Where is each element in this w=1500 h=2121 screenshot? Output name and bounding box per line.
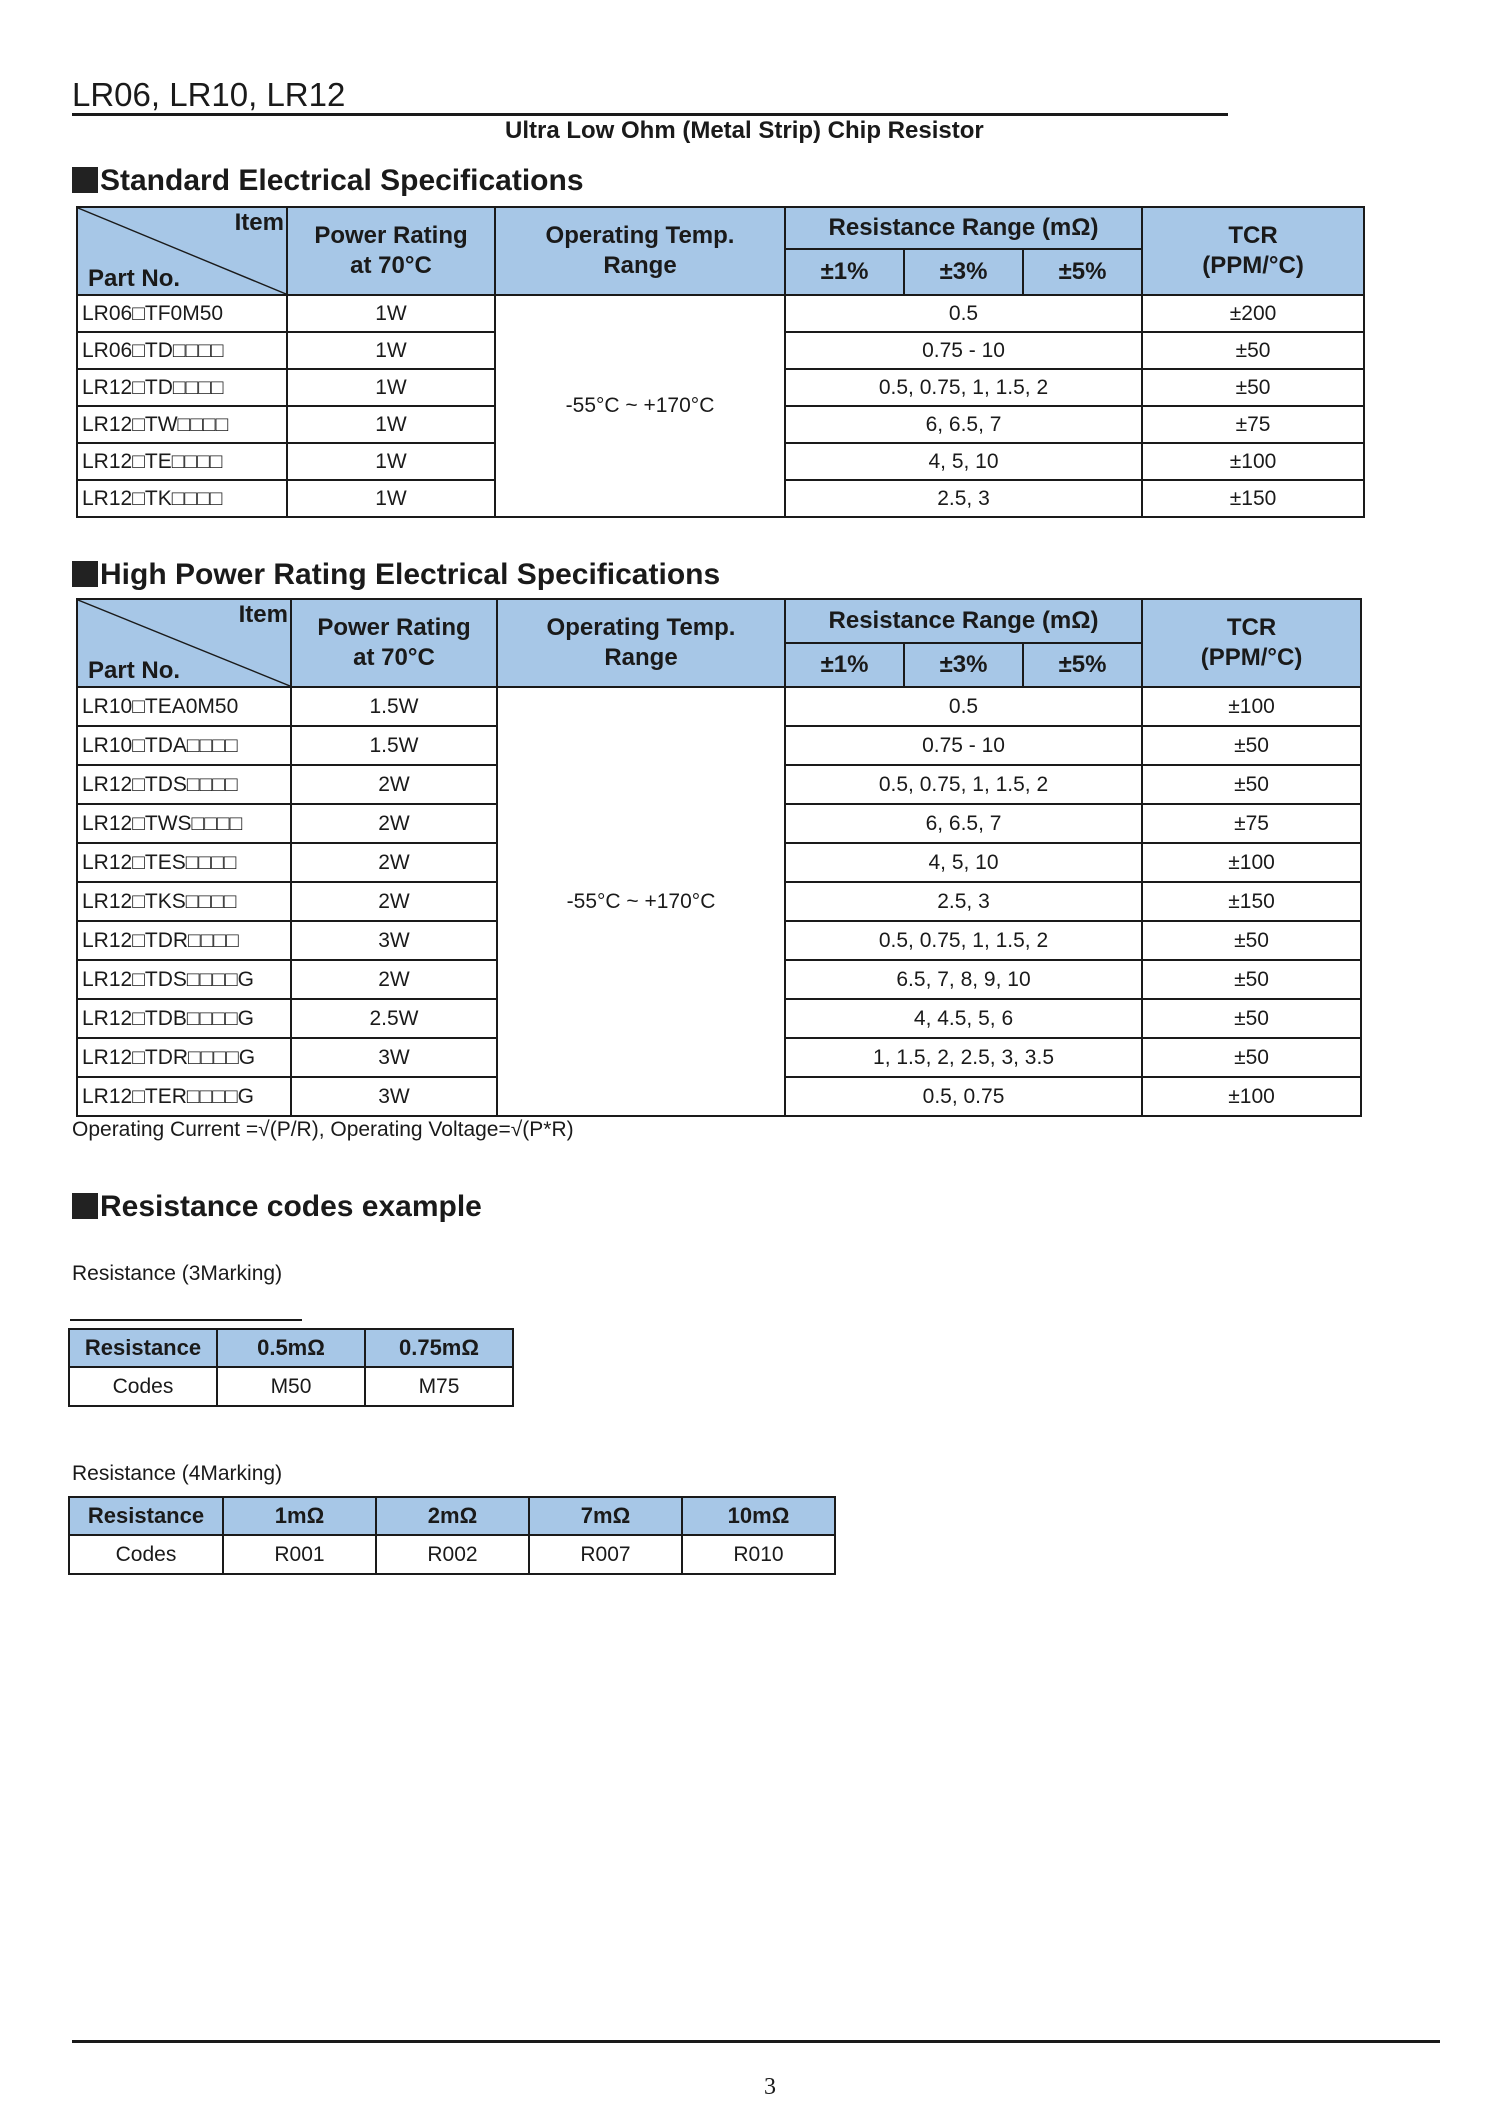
footer-rule — [72, 2040, 1440, 2043]
marking4-codes-table — [68, 1496, 836, 1575]
code-value-cell: R001 — [223, 1535, 376, 1574]
resistance-range-cell: 0.5 — [785, 295, 1142, 332]
resistance-range-cell: 0.5 — [785, 687, 1142, 726]
tcr-cell: ±50 — [1142, 369, 1364, 406]
part-number-cell: LR12□TD□□□□ — [77, 369, 287, 406]
operating-formula-note: Operating Current =√(P/R), Operating Voltage=√(P*R) — [72, 1118, 574, 1141]
high-power-specs-heading: High Power Rating Electrical Specifications — [72, 558, 720, 592]
code-value-cell: R002 — [376, 1535, 529, 1574]
standard-specs-heading: Standard Electrical Specifications — [72, 164, 584, 198]
part-number-cell: LR12□TDR□□□□ — [77, 921, 291, 960]
marking3-label: Resistance (3Marking) — [72, 1262, 283, 1285]
resistance-range-cell: 2.5, 3 — [785, 480, 1142, 517]
resistance-value-cell: 0.5mΩ — [217, 1329, 365, 1367]
part-number-cell: LR10□TDA□□□□ — [77, 726, 291, 765]
resistance-value-cell: 7mΩ — [529, 1497, 682, 1535]
resistance-range-cell: 4, 5, 10 — [785, 843, 1142, 882]
power-cell: 2W — [291, 960, 497, 999]
resistance-range-cell: 0.75 - 10 — [785, 332, 1142, 369]
part-number-cell: LR12□TE□□□□ — [77, 443, 287, 480]
item-label: Item — [238, 601, 288, 628]
document-title: LR06, LR10, LR12 — [72, 76, 346, 113]
power-cell: 3W — [291, 1077, 497, 1116]
table-row — [77, 295, 1364, 332]
resistance-range-cell: 6, 6.5, 7 — [785, 804, 1142, 843]
power-cell: 2W — [291, 843, 497, 882]
tcr-cell: ±50 — [1142, 765, 1361, 804]
resistance-range-cell: 4, 5, 10 — [785, 443, 1142, 480]
power-cell: 2.5W — [291, 999, 497, 1038]
power-cell: 2W — [291, 804, 497, 843]
tolerance-5-header: ±5% — [1023, 249, 1142, 295]
code-value-cell: M75 — [365, 1367, 513, 1406]
tcr-cell: ±50 — [1142, 921, 1361, 960]
tcr-header: TCR (PPM/°C) — [1142, 599, 1361, 687]
codes-header-row — [69, 1329, 513, 1367]
title-rule — [72, 113, 1228, 116]
resistance-range-cell: 6.5, 7, 8, 9, 10 — [785, 960, 1142, 999]
resistance-range-cell: 2.5, 3 — [785, 882, 1142, 921]
temp-range-cell: -55°C ~ +170°C — [497, 687, 785, 1116]
power-cell: 1W — [287, 406, 495, 443]
power-rating-header: Power Rating at 70°C — [287, 207, 495, 295]
power-cell: 1W — [287, 369, 495, 406]
power-cell: 2W — [291, 882, 497, 921]
codes-row — [69, 1367, 513, 1406]
power-cell: 3W — [291, 1038, 497, 1077]
temp-range-header: Operating Temp. Range — [497, 599, 785, 687]
resistance-range-cell: 0.5, 0.75, 1, 1.5, 2 — [785, 369, 1142, 406]
item-label: Item — [234, 209, 284, 236]
power-rating-header: Power Rating at 70°C — [291, 599, 497, 687]
part-no-label: Part No. — [88, 657, 181, 684]
part-number-cell: LR12□TW□□□□ — [77, 406, 287, 443]
part-no-label: Part No. — [88, 265, 181, 292]
tcr-cell: ±75 — [1142, 406, 1364, 443]
part-number-cell: LR12□TK□□□□ — [77, 480, 287, 517]
part-number-cell: LR12□TWS□□□□ — [77, 804, 291, 843]
tcr-cell: ±100 — [1142, 687, 1361, 726]
power-cell: 1.5W — [291, 687, 497, 726]
resistance-range-cell: 0.75 - 10 — [785, 726, 1142, 765]
resistance-range-cell: 6, 6.5, 7 — [785, 406, 1142, 443]
part-number-cell: LR12□TES□□□□ — [77, 843, 291, 882]
resistance-header-cell: Resistance — [69, 1329, 217, 1367]
part-number-cell: LR12□TER□□□□G — [77, 1077, 291, 1116]
codes-label-cell: Codes — [69, 1367, 217, 1406]
tcr-cell: ±100 — [1142, 843, 1361, 882]
codes-header-row — [69, 1497, 835, 1535]
marking4-label: Resistance (4Marking) — [72, 1462, 283, 1485]
item-partno-header — [77, 599, 291, 687]
resistance-range-cell: 0.5, 0.75, 1, 1.5, 2 — [785, 921, 1142, 960]
part-number-cell: LR12□TDR□□□□G — [77, 1038, 291, 1077]
part-number-cell: LR06□TF0M50 — [77, 295, 287, 332]
resistance-range-header: Resistance Range (mΩ) — [785, 599, 1142, 643]
part-number-cell: LR06□TD□□□□ — [77, 332, 287, 369]
power-cell: 1W — [287, 295, 495, 332]
part-number-cell: LR10□TEA0M50 — [77, 687, 291, 726]
resistance-range-cell: 1, 1.5, 2, 2.5, 3, 3.5 — [785, 1038, 1142, 1077]
code-value-cell: M50 — [217, 1367, 365, 1406]
resistance-value-cell: 10mΩ — [682, 1497, 835, 1535]
bullet-square-icon — [72, 1193, 98, 1219]
part-number-cell: LR12□TDS□□□□ — [77, 765, 291, 804]
tolerance-1-header: ±1% — [785, 249, 904, 295]
item-partno-header — [77, 207, 287, 295]
tcr-cell: ±50 — [1142, 332, 1364, 369]
resistance-header-cell: Resistance — [69, 1497, 223, 1535]
standard-specs-table — [76, 206, 1365, 518]
temp-range-cell: -55°C ~ +170°C — [495, 295, 785, 517]
resistance-codes-heading: Resistance codes example — [72, 1190, 482, 1224]
codes-row — [69, 1535, 835, 1574]
tcr-cell: ±200 — [1142, 295, 1364, 332]
tolerance-5-header: ±5% — [1023, 643, 1142, 687]
tcr-cell: ±75 — [1142, 804, 1361, 843]
bullet-square-icon — [72, 561, 98, 587]
tolerance-3-header: ±3% — [904, 249, 1023, 295]
power-cell: 1W — [287, 332, 495, 369]
resistance-range-cell: 0.5, 0.75, 1, 1.5, 2 — [785, 765, 1142, 804]
marking3-rule — [70, 1319, 302, 1321]
resistance-value-cell: 0.75mΩ — [365, 1329, 513, 1367]
tcr-cell: ±50 — [1142, 1038, 1361, 1077]
resistance-value-cell: 2mΩ — [376, 1497, 529, 1535]
power-cell: 1W — [287, 480, 495, 517]
resistance-range-cell: 4, 4.5, 5, 6 — [785, 999, 1142, 1038]
temp-range-header: Operating Temp. Range — [495, 207, 785, 295]
resistance-value-cell: 1mΩ — [223, 1497, 376, 1535]
tcr-cell: ±50 — [1142, 960, 1361, 999]
code-value-cell: R010 — [682, 1535, 835, 1574]
code-value-cell: R007 — [529, 1535, 682, 1574]
table-row — [77, 687, 1361, 726]
tcr-header: TCR (PPM/°C) — [1142, 207, 1364, 295]
document-subtitle: Ultra Low Ohm (Metal Strip) Chip Resistor — [505, 117, 984, 144]
tcr-cell: ±100 — [1142, 443, 1364, 480]
bullet-square-icon — [72, 167, 98, 193]
high-power-specs-table — [76, 598, 1362, 1117]
codes-label-cell: Codes — [69, 1535, 223, 1574]
tolerance-3-header: ±3% — [904, 643, 1023, 687]
tcr-cell: ±100 — [1142, 1077, 1361, 1116]
page-number: 3 — [764, 2074, 776, 2100]
resistance-range-header: Resistance Range (mΩ) — [785, 207, 1142, 249]
part-number-cell: LR12□TKS□□□□ — [77, 882, 291, 921]
part-number-cell: LR12□TDS□□□□G — [77, 960, 291, 999]
marking3-codes-table — [68, 1328, 514, 1407]
tcr-cell: ±150 — [1142, 882, 1361, 921]
tcr-cell: ±50 — [1142, 726, 1361, 765]
tcr-cell: ±150 — [1142, 480, 1364, 517]
power-cell: 1W — [287, 443, 495, 480]
tcr-cell: ±50 — [1142, 999, 1361, 1038]
power-cell: 2W — [291, 765, 497, 804]
resistance-range-cell: 0.5, 0.75 — [785, 1077, 1142, 1116]
power-cell: 1.5W — [291, 726, 497, 765]
power-cell: 3W — [291, 921, 497, 960]
tolerance-1-header: ±1% — [785, 643, 904, 687]
part-number-cell: LR12□TDB□□□□G — [77, 999, 291, 1038]
